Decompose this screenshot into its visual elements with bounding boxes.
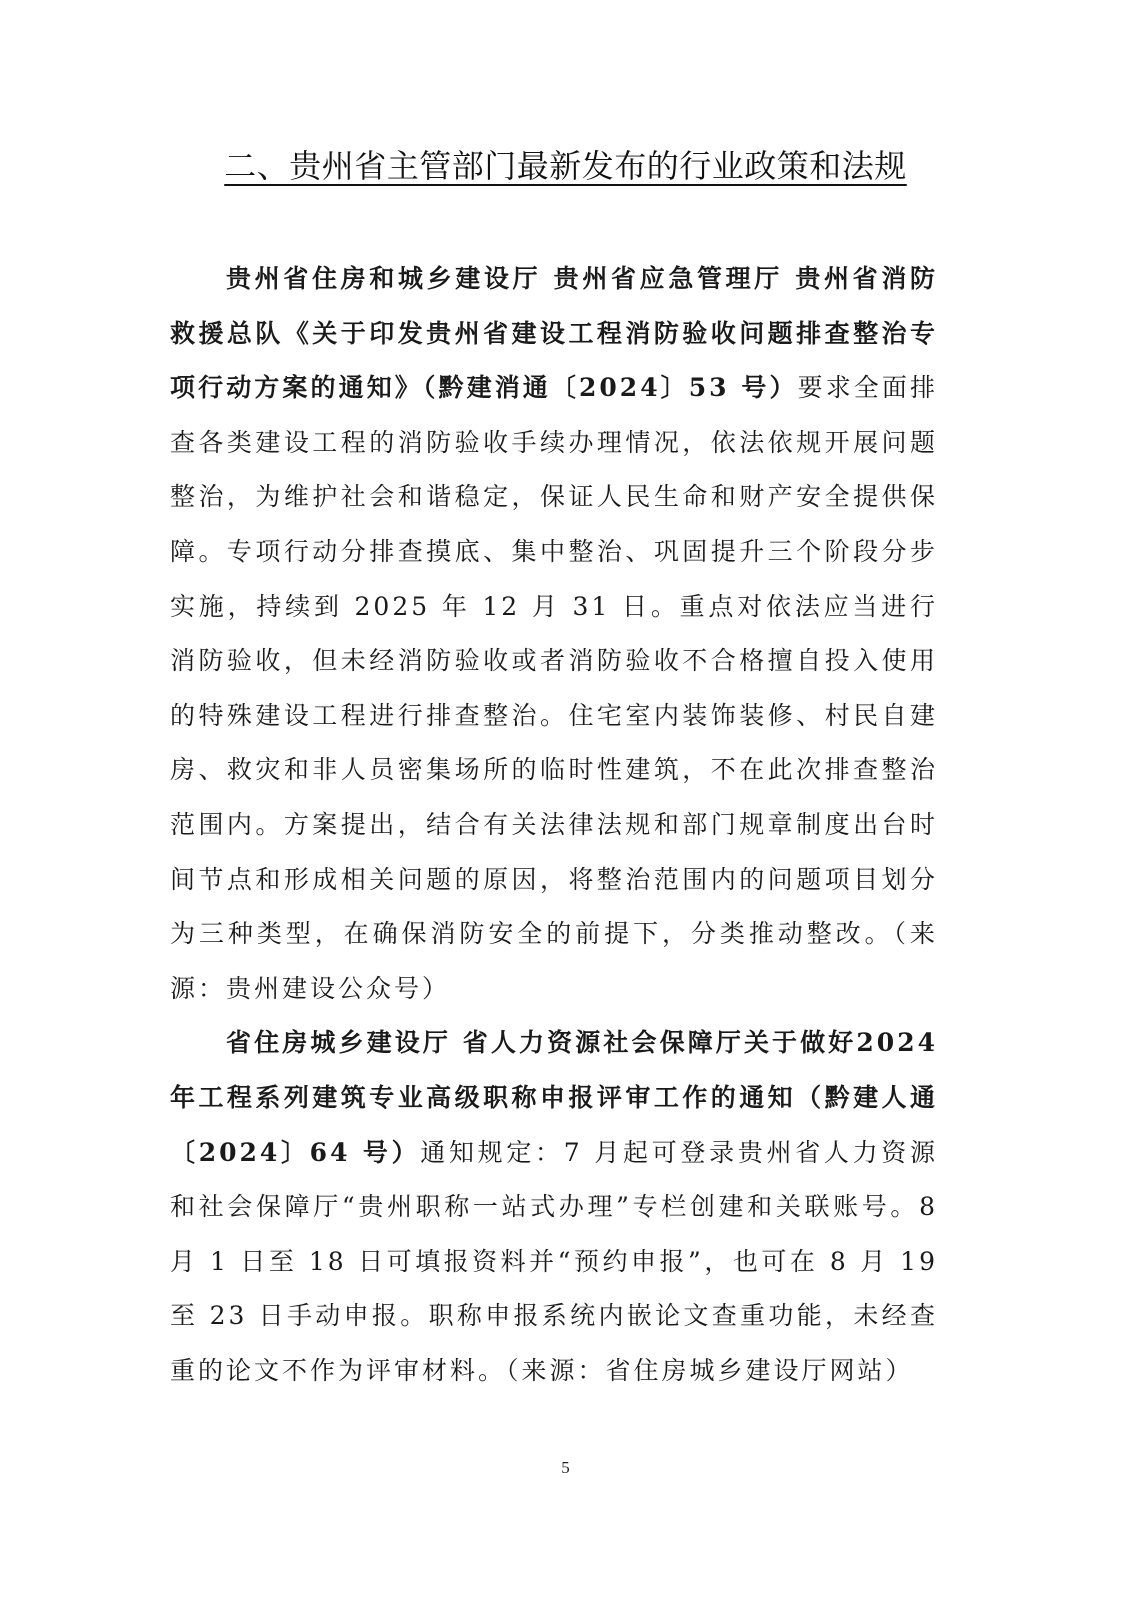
paragraph-body: 通知规定：7 月起可登录贵州省人力资源和社会保障厅“贵州职称一站式办理”专栏创建和关联账号。8 月 1 日至 18 日可填报资料并“预约申报”，也可在 8 月 19 至 23 日手动申报。职称申报系统内嵌论文查重功能，未经查重的论文不作为评审材料。（来源：省住房城乡建设厅网站） bbox=[170, 1137, 938, 1385]
paragraph-lead: 省住房城乡建设厅 省人力资源社会保障厅关于做好2024年工程系列建筑专业高级职称申报评审工作的通知（黔建人通〔2024〕64 号） bbox=[170, 1028, 938, 1167]
paragraph-fire-acceptance bbox=[170, 252, 938, 1016]
paragraph-lead: 贵州省住房和城乡建设厅 贵州省应急管理厅 贵州省消防救援总队《关于印发贵州省建设工程消防验收问题排查整治专项行动方案的通知》（黔建消通〔2024〕53 号） bbox=[170, 264, 938, 403]
paragraph-body: 要求全面排查各类建设工程的消防验收手续办理情况，依法依规开展问题整治，为维护社会和谐稳定，保证人民生命和财产安全提供保障。专项行动分排查摸底、集中整治、巩固提升三个阶段分步实施，持续到 2025 年 12 月 31 日。重点对依法应当进行消防验收，但未经消防验收或者消防验收不合格擅自投入使用的特殊建设工程进行排查整治。住宅室内装饰装修、村民自建房、救灾和非人员密集场所的临时性建筑，不在此次排查整治范围内。方案提出，结合有关法律法规和部门规章制度出台时间节点和形成相关问题的原因，将整治范围内的问题项目划分为三种类型，在确保消防安全的前提下，分类推动整改。（来源：贵州建设公众号） bbox=[170, 373, 938, 1003]
body-text bbox=[170, 252, 938, 1398]
paragraph-professional-title bbox=[170, 1016, 938, 1398]
page-number: 5 bbox=[561, 1458, 570, 1477]
section-heading bbox=[0, 140, 1131, 192]
section-heading-text: 二、贵州省主管部门最新发布的行业政策和法规 bbox=[224, 147, 907, 185]
